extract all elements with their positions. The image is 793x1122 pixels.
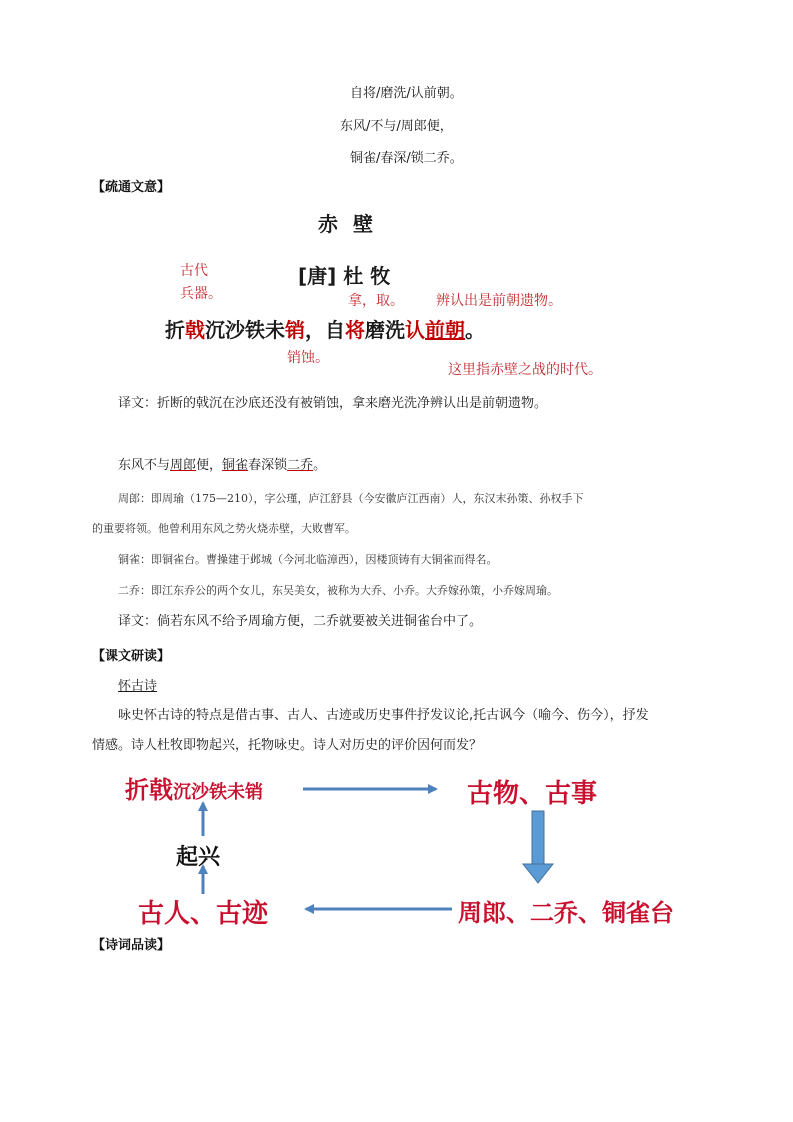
note-zheli: 这里指赤壁之战的时代。 [448,362,602,378]
poem-char-ji: 戟 [185,318,205,342]
arrow-down-icon [523,811,553,883]
note-na-qu: 拿，取。 [348,293,404,309]
poem-text-chensha: 沉沙铁未 [205,318,285,342]
line2-erqiao: 二乔 [287,458,314,473]
poem-author: [唐] 杜 牧 [298,264,391,288]
poem-text-qianchao: 前朝 [425,318,465,342]
diagram-middle-qixing: 起兴 [176,845,221,870]
line2-punct: 。 [313,458,327,473]
section-heading-yandu: 【课文研读】 [92,649,171,664]
poem-char-ren: 认 [405,318,425,342]
huaigu-paragraph-line-2: 情感。诗人杜牧即物起兴，托物咏史。诗人对历史的评价因何而发？ [92,738,483,753]
poem-text-moxi: 磨洗 [365,318,405,342]
diagram-chensha: 沉沙铁未销 [173,782,263,803]
poem-char-jiang: 将 [345,318,365,342]
annotation-zhoulang-1: 周郎：即周瑜（175—210），字公瑾，庐江舒县（今安徽庐江西南）人，东汉末孙策、孙权手下 [118,492,584,505]
note-bianren: 辨认出是前朝遗物。 [436,293,562,309]
note-gudai: 古代 [180,263,208,279]
line2-zhoulang: 周郎 [170,458,197,473]
note-xiaoshi: 销蚀。 [287,350,329,366]
poem-punct-end: 。 [465,318,485,342]
translation-1: 译文：折断的戟沉在沙底还没有被销蚀，拿来磨光洗净辨认出是前朝遗物。 [118,396,548,411]
section-heading-shutong: 【疏通文意】 [92,180,171,195]
diagram-zheji: 折戟 [125,776,173,804]
annotation-erqiao: 二乔：即江东乔公的两个女儿，东吴美女，被称为大乔、小乔。大乔嫁孙策，小乔嫁周瑜。 [118,584,558,597]
line2-tongque: 铜雀 [222,458,249,473]
top-poem-line-2: 东风/不与/周郎便， [340,119,453,134]
annotation-zhoulang-2: 的重要将领。他曾利用东风之势火烧赤壁，大败曹军。 [92,522,356,535]
line2-text-bian: 便， [196,458,223,473]
diagram-bottom-left: 古人、古迹 [138,899,269,929]
poem-title: 赤 壁 [318,212,377,236]
poem-char-xiao: 销 [285,318,305,342]
poem-char-zhe: 折 [165,318,185,342]
poem-text-zi: ，自 [305,318,345,342]
line2-text-chunshen: 春深锁 [248,458,288,473]
top-poem-line-3: 铜雀/春深/锁二乔。 [350,151,463,166]
top-poem-line-1: 自将/磨洗/认前朝。 [350,86,463,101]
translation-2: 译文：倘若东风不给予周瑜方便，二乔就要被关进铜雀台中了。 [118,614,483,629]
huaigu-heading: 怀古诗 [118,679,158,694]
line2-text-dongfeng: 东风不与 [118,458,171,473]
huaigu-paragraph-line-1: 咏史怀古诗的特点是借古事、古人、古迹或历史事件抒发议论,托古讽今（喻今、伤今），抒发 [118,708,649,723]
note-bingqi: 兵器。 [180,286,222,302]
diagram-bottom-right: 周郎、二乔、铜雀台 [458,899,674,927]
annotation-tongque: 铜雀：即铜雀台。曹操建于邺城（今河北临漳西），因楼顶铸有大铜雀而得名。 [118,553,498,566]
section-heading-pindu: 【诗词品读】 [92,938,171,953]
diagram-top-right: 古物、古事 [467,779,598,809]
